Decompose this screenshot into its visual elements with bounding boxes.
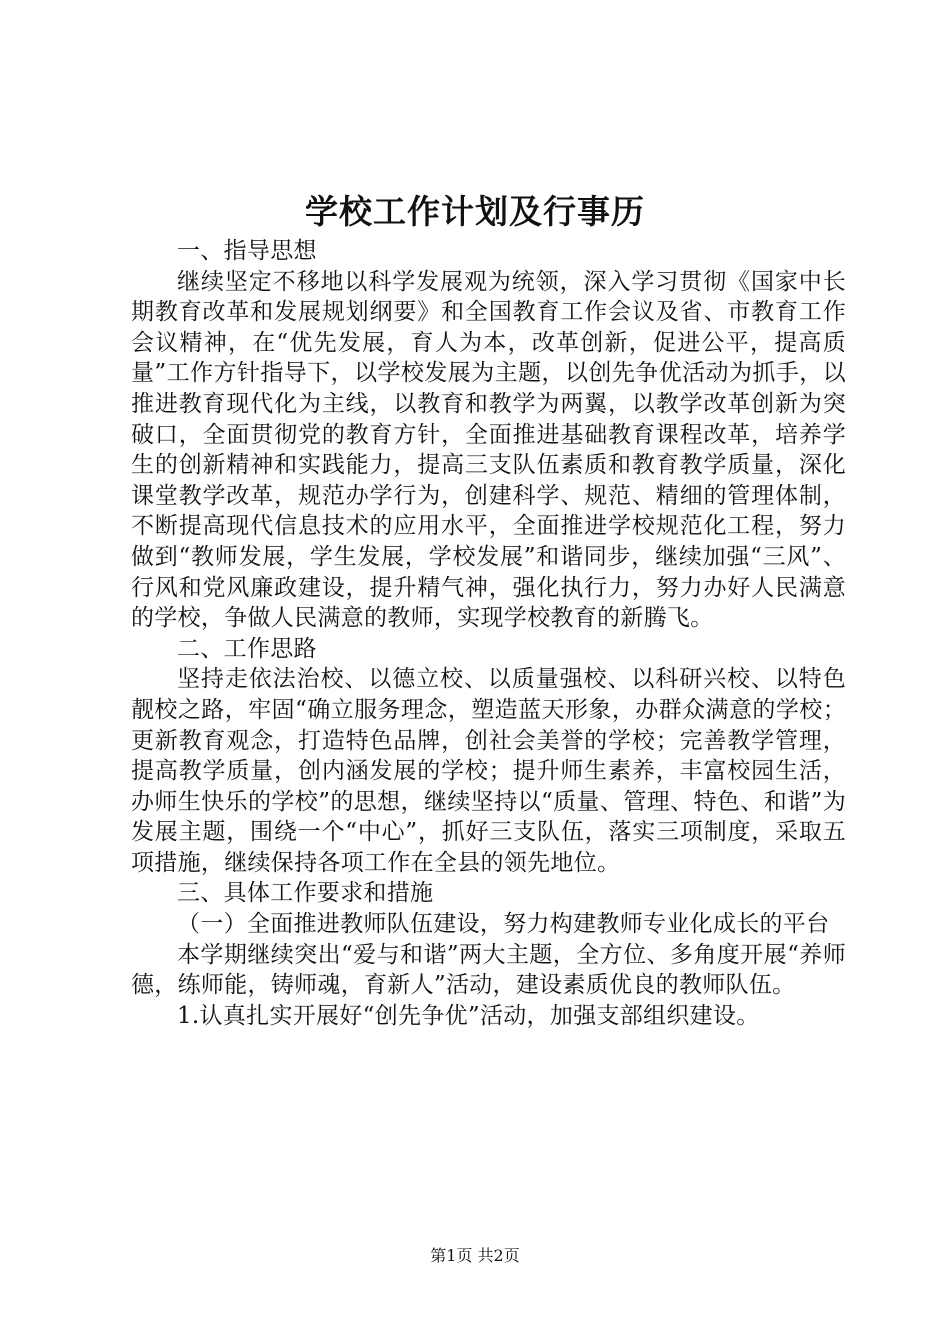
paragraph-guiding-ideology: 继续坚定不移地以科学发展观为统领，深入学习贯彻《国家中长期教育改革和发展规划纲要》和全国教育工作会议及省、市教育工作会议精神，在“优先发展，育人为本，改革创新，促进公平，提高质量”工作方针指导下，以学校发展为主题，以创先争优活动为抓手，以推进教育现代化为主线，以教育和教学为两翼，以教学改革创新为突破口，全面贯彻党的教育方针，全面推进基础教育课程改革，培养学生的创新精神和实践能力，提高三支队伍素质和教育教学质量，深化课堂教学改革，规范办学行为，创建科学、规范、精细的管理体制，不断提高现代信息技术的应用水平，全面推进学校规范化工程，努力做到“教师发展，学生发展，学校发展”和谐同步，继续加强“三风”、行风和党风廉政建设，提升精气神，强化执行力，努力办好人民满意的学校，争做人民满意的教师，实现学校教育的新腾飞。: [131, 268, 846, 632]
subsection-heading-teacher-team: （一）全面推进教师队伍建设，努力构建教师专业化成长的平台: [177, 911, 830, 938]
list-item-1: 1.认真扎实开展好“创先争优”活动，加强支部组织建设。: [177, 1002, 760, 1029]
document-title: 学校工作计划及行事历: [305, 192, 645, 231]
section-heading-work-approach: 二、工作思路: [177, 635, 317, 662]
page-footer: 第1页 共2页: [430, 1246, 520, 1265]
paragraph-work-approach: 坚持走依法治校、以德立校、以质量强校、以科研兴校、以特色靓校之路，牢固“确立服务理念，塑造蓝天形象，办群众满意的学校；更新教育观念，打造特色品牌，创社会美誉的学校；完善教学管理，提高教学质量，创内涵发展的学校；提升师生素养，丰富校园生活，办师生快乐的学校”的思想，继续坚持以“质量、管理、特色、和谐”为发展主题，围绕一个“中心”，抓好三支队伍，落实三项制度，采取五项措施，继续保持各项工作在全县的领先地位。: [131, 666, 846, 876]
section-heading-requirements: 三、具体工作要求和措施: [177, 880, 434, 907]
document-body: [131, 236, 846, 1031]
paragraph-teacher-team: 本学期继续突出“爱与和谐”两大主题，全方位、多角度开展“养师德，练师能，铸师魂，育新人”活动，建设素质优良的教师队伍。: [131, 941, 846, 999]
section-heading-guiding-ideology: 一、指导思想: [177, 238, 317, 264]
